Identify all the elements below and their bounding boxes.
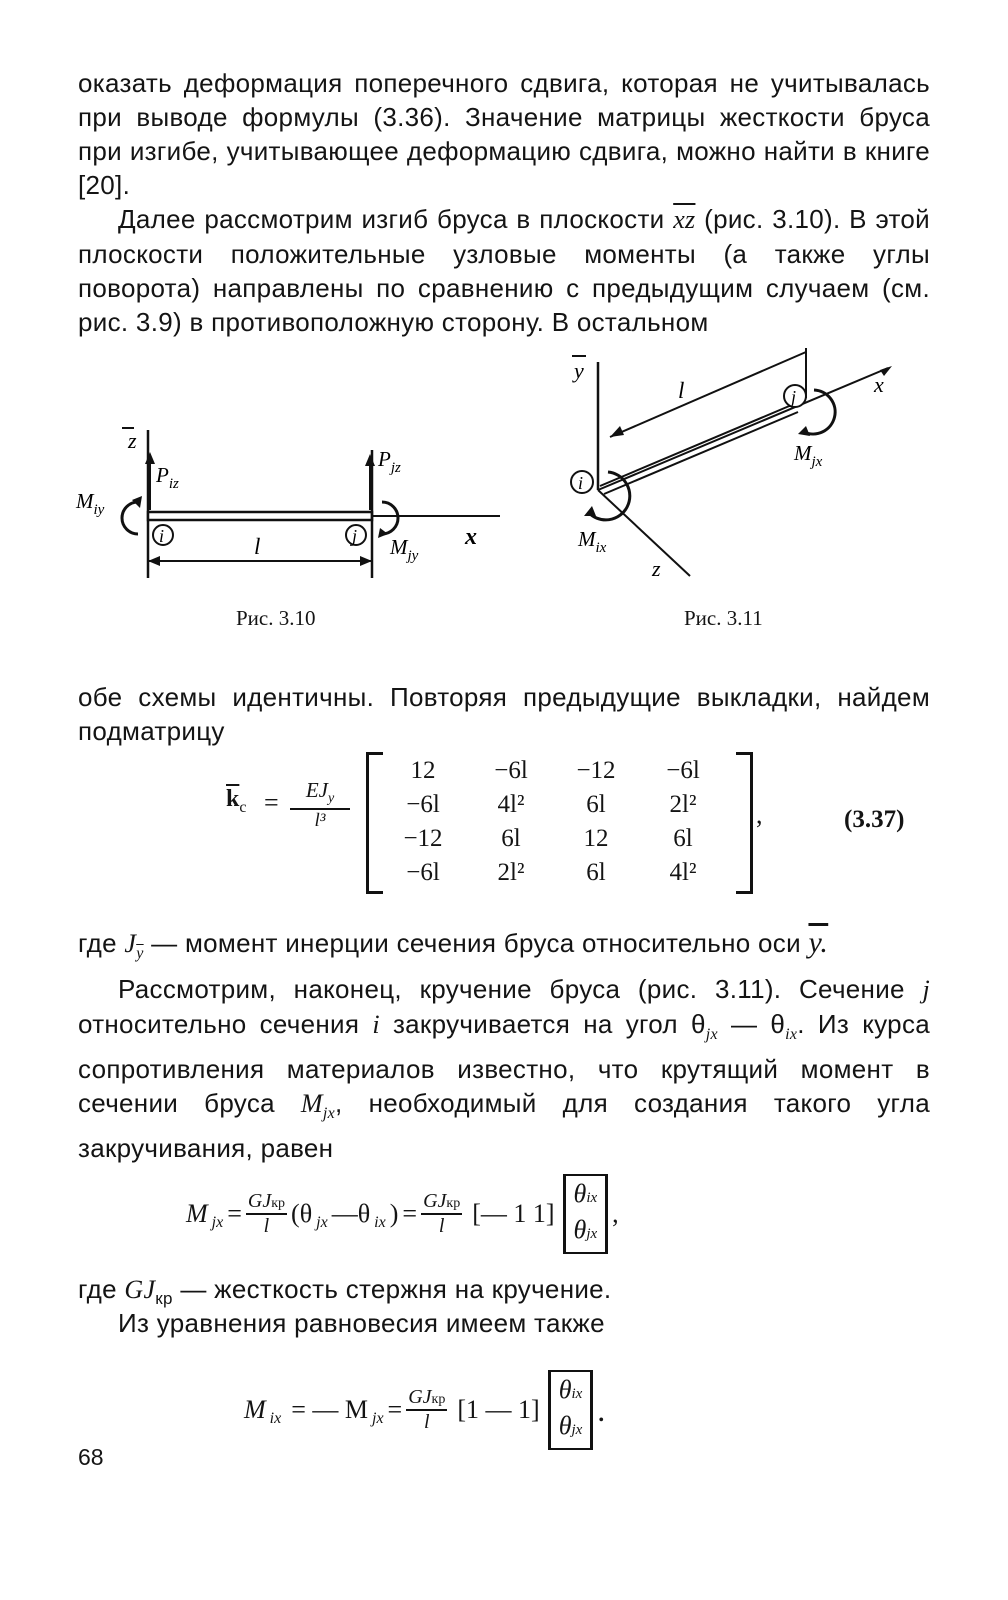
eq1-lhs-sub: jx	[211, 1214, 224, 1231]
eq1-comma: ,	[612, 1199, 619, 1228]
eq-3-37-lhs-symbol: $\overline{k}$	[226, 786, 240, 812]
eq1-column-vector: θix θjx	[563, 1174, 609, 1254]
eq1-fraction-1: GJкр l	[247, 1190, 286, 1237]
paragraph-4-text-b: — момент инерции сечения бруса относительно оси	[143, 928, 809, 958]
matrix-cell: 2l²	[497, 859, 525, 886]
stiffness-symbol: GJ	[124, 1275, 156, 1304]
moment-i-arrowhead-3d	[584, 506, 596, 516]
matrix-cell: −6l	[406, 859, 440, 886]
figure-3-10	[60, 410, 500, 600]
theta-jx-sub: jx	[705, 1026, 718, 1043]
dimension-arrow-right	[360, 556, 372, 566]
paragraph-4	[78, 926, 930, 971]
matrix-3-37	[378, 754, 728, 890]
matrix-cell: −6l	[494, 757, 528, 784]
section-j: j	[922, 975, 930, 1004]
equation-number: (3.37)	[844, 806, 905, 833]
axis-z-label: z	[128, 428, 137, 453]
length-label-3d: l	[678, 378, 685, 403]
eq1-minus-theta: —θ	[331, 1199, 371, 1228]
beam-edge-top	[600, 404, 794, 486]
moment-j-label-3d: $M_{jx}$	[794, 441, 823, 470]
eq1-theta-jx-sub: jx	[316, 1214, 328, 1231]
eq2-period: .	[597, 1391, 606, 1428]
length-label: l	[254, 534, 261, 559]
eq2-row-vector: [1 — 1]	[457, 1395, 540, 1424]
node-j-label: j	[352, 526, 358, 546]
eq1-paren-open: (θ	[291, 1199, 313, 1228]
x-axis-line-3d	[598, 368, 888, 490]
matrix-cell: 2l²	[669, 791, 697, 818]
matrix-cell: 6l	[673, 825, 693, 852]
paragraph-7-text: Из уравнения равновесия имеем также	[118, 1308, 605, 1338]
theta-ix-sub: ix	[785, 1026, 798, 1043]
paragraph-1-text: оказать деформация поперечного сдвига, которая не учитывалась при выводе формулы (3.36). Значение матрицы жесткости бруса при изгибе, учитывающее деформацию сдвига, можно найти в книге [20].	[78, 68, 930, 200]
eq1-paren-close: )	[389, 1199, 399, 1228]
matrix-cell: 6l	[586, 859, 606, 886]
matrix-cell: −12	[403, 825, 443, 852]
paragraph-5-text-c: закручивается на угол θ	[379, 1009, 706, 1039]
eq2-fraction: GJкр l	[408, 1386, 446, 1433]
section-i: i	[372, 1010, 380, 1039]
matrix-cell: 12	[583, 825, 609, 852]
paragraph-7	[78, 1306, 930, 1340]
page-number: 68	[78, 1444, 104, 1470]
eq-3-37-comma: ,	[756, 800, 763, 829]
moment-i-label-3d: $M_{ix}$	[578, 527, 607, 556]
matrix-bracket-right	[736, 752, 753, 894]
figure-3-10-caption: Рис. 3.10	[236, 606, 316, 630]
paragraph-2-text-b: (рис. 3.10). В этой плоскости положительные узловые моменты (а также углы поворота) направлены по сравнению с предыдущим случаем (см. рис. 3.9) в противоположную сторону. В остальном	[78, 204, 930, 337]
force-j-arrowhead	[365, 454, 375, 466]
matrix-cell: 12	[410, 757, 436, 784]
node-i-label: i	[159, 526, 165, 546]
plane-symbol: $\overline{xz}$	[673, 205, 696, 234]
moment-i-arc	[122, 502, 138, 534]
node-j-label-3d: j	[791, 387, 797, 407]
paragraph-5-text-d: — θ	[717, 1009, 786, 1039]
paragraph-2	[78, 202, 930, 339]
z-axis-line-3d	[598, 490, 690, 576]
inertia-symbol: J	[124, 929, 137, 958]
eq1-theta-ix-sub: ix	[374, 1214, 386, 1231]
paragraph-2-text-a: Далее рассмотрим изгиб бруса в плоскости	[118, 204, 674, 234]
moment-sub: jx	[322, 1105, 336, 1122]
paragraph-3-text: обе схемы идентичны. Повторяя предыдущие выкладки, найдем подматрицу	[78, 682, 930, 746]
eq1-lhs: M	[186, 1199, 208, 1228]
matrix-cell: 6l	[501, 825, 521, 852]
eq1-fraction-2: GJкр l	[423, 1190, 461, 1237]
axis-z-label-3d: z	[652, 556, 661, 581]
matrix-cell: 6l	[586, 791, 606, 818]
eq-3-37-numerator: $EJ_y$	[290, 778, 350, 810]
paragraph-5-text-e: . Из курса сопротивления материалов известно, что крутящий момент в сечении бруса	[78, 1009, 930, 1118]
node-i-label-3d: i	[578, 473, 584, 493]
eq-3-37-lhs	[226, 786, 246, 817]
paragraph-3	[78, 680, 930, 748]
inertia-sub: y	[136, 945, 144, 962]
matrix-cell: −6l	[406, 791, 440, 818]
torsion-equation-1: M jx = GJкр l (θ jx —θ ix ) = GJкр l [— 1 1] θix θjx ,	[186, 1174, 619, 1254]
figure-3-11	[548, 340, 928, 590]
paragraph-6-text-a: где	[78, 1274, 125, 1304]
matrix-cell: −12	[576, 757, 616, 784]
dimension-arrow-left	[148, 556, 160, 566]
eq2-lhs-sub: ix	[269, 1410, 282, 1427]
force-i-arrowhead	[145, 452, 155, 464]
paragraph-1	[78, 66, 930, 202]
eq-3-37-equals: =	[264, 788, 279, 817]
paragraph-5-text-b: относительно сечения	[78, 1009, 373, 1039]
eq2-mid-sub: jx	[372, 1410, 384, 1427]
axis-y-label: y	[574, 358, 584, 383]
dimension-arrowhead	[610, 426, 624, 437]
eq-3-37-fraction	[290, 778, 350, 832]
torsion-equation-2: M ix = — M jx = GJкр l [1 — 1] θix θjx .	[244, 1370, 605, 1450]
dimension-line-3d	[610, 352, 806, 437]
axis-symbol: y.	[808, 926, 829, 959]
paragraph-5-text-f: , необходимый для создания такого угла закручивания, равен	[78, 1088, 930, 1163]
beam-edge-bottom	[604, 412, 798, 494]
moment-i-label: $M_{iy}$	[76, 489, 105, 518]
beam	[148, 512, 372, 520]
figure-3-11-caption: Рис. 3.11	[684, 606, 763, 630]
paragraph-4-text-a: где	[78, 928, 125, 958]
eq2-column-vector: θix θjx	[548, 1370, 594, 1450]
eq-3-37-denominator: l³	[314, 810, 326, 831]
axis-x-label-3d: x	[874, 372, 884, 397]
paragraph-6-text-b: — жесткость стержня на кручение.	[172, 1274, 612, 1304]
axis-x-label: x	[465, 524, 477, 550]
eq2-lhs: M	[244, 1395, 266, 1424]
moment-j-arc	[382, 502, 398, 534]
stiffness-sub: кр	[155, 1289, 173, 1308]
matrix-cell: 4l²	[669, 859, 697, 886]
paragraph-5	[78, 972, 930, 1165]
paragraph-5-text-a: Рассмотрим, наконец, кручение бруса (рис. 3.11). Сечение	[118, 974, 923, 1004]
force-j-label: $P_{jz}$	[378, 447, 401, 476]
matrix-cell: 4l²	[497, 791, 525, 818]
moment-j-label: $M_{jy}$	[390, 535, 419, 564]
eq2-mid: = — M	[291, 1395, 368, 1424]
moment-j-arrowhead	[378, 528, 388, 538]
eq-3-37-lhs-sub: c	[239, 799, 247, 816]
force-i-label: $P_{iz}$	[156, 463, 179, 492]
eq1-row-vector: [— 1 1]	[472, 1199, 555, 1228]
matrix-cell: −6l	[666, 757, 700, 784]
moment-j-arrowhead-3d	[798, 426, 810, 436]
moment-symbol: M	[300, 1089, 323, 1118]
